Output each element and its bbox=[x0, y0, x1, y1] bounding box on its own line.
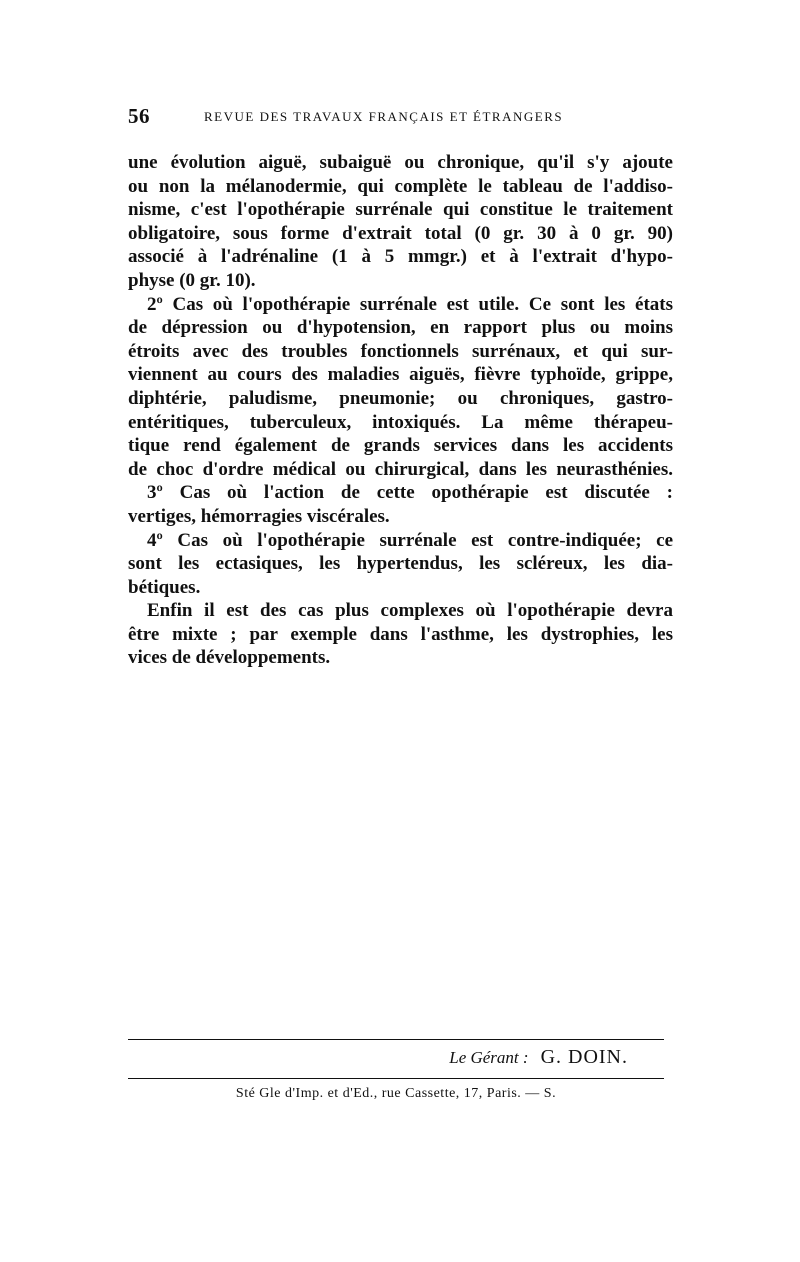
running-title: REVUE DES TRAVAUX FRANÇAIS ET ÉTRANGERS bbox=[204, 109, 564, 124]
text-line: être mixte ; par exemple dans l'asthme, les dystrophies, les bbox=[128, 623, 673, 645]
signature-role: Le Gérant : bbox=[449, 1048, 529, 1067]
printer-imprint: Sté Gle d'Imp. et d'Ed., rue Cassette, 17, Paris. — S. bbox=[235, 1086, 557, 1101]
text-line: nisme, c'est l'opothérapie surrénale qui constitue le traitement bbox=[128, 199, 673, 221]
text-line: ou non la mélanodermie, qui complète le tableau de l'addiso- bbox=[128, 175, 673, 197]
text-line: étroits avec des troubles fonctionnels surrénaux, et qui sur- bbox=[128, 340, 673, 362]
text-line: 4º Cas où l'opothérapie surrénale est contre-indiquée; ce bbox=[147, 529, 673, 551]
text-line: entéritiques, tuberculeux, intoxiqués. La même thérapeu- bbox=[128, 411, 673, 433]
text-line: vices de développements. bbox=[128, 647, 331, 669]
body-text bbox=[128, 151, 673, 670]
footer-rule-top bbox=[128, 1039, 664, 1040]
text-line: de dépression ou d'hypotension, en rapport plus ou moins bbox=[128, 317, 673, 339]
text-line: Enfin il est des cas plus complexes où l'opothérapie devra bbox=[147, 600, 673, 622]
text-line: 2º Cas où l'opothérapie surrénale est utile. Ce sont les états bbox=[147, 293, 673, 315]
signature-line bbox=[128, 1046, 664, 1072]
signature-name: G. DOIN. bbox=[540, 1046, 628, 1068]
text-line: une évolution aiguë, subaiguë ou chronique, qu'il s'y ajoute bbox=[128, 152, 673, 173]
text-line: physe (0 gr. 10). bbox=[128, 269, 256, 291]
text-line: viennent au cours des maladies aiguës, fièvre typhoïde, grippe, bbox=[128, 364, 673, 386]
footer-rule-bottom bbox=[128, 1078, 664, 1079]
page-number: 56 bbox=[128, 104, 150, 128]
text-line: 3º Cas où l'action de cette opothérapie est discutée : bbox=[147, 482, 673, 504]
text-line: tique rend également de grands services dans les accidents bbox=[128, 435, 673, 457]
text-line: vertiges, hémorragies viscérales. bbox=[128, 505, 390, 527]
text-line: obligatoire, sous forme d'extrait total (0 gr. 30 à 0 gr. 90) bbox=[128, 222, 673, 244]
text-line: diphtérie, paludisme, pneumonie; ou chroniques, gastro- bbox=[128, 387, 673, 409]
text-line: de choc d'ordre médical ou chirurgical, dans les neurasthénies. bbox=[128, 458, 673, 480]
text-line: bétiques. bbox=[128, 576, 201, 598]
page-header bbox=[128, 104, 672, 132]
text-line: sont les ectasiques, les hypertendus, les scléreux, les dia- bbox=[128, 553, 673, 575]
text-line: associé à l'adrénaline (1 à 5 mmgr.) et à l'extrait d'hypo- bbox=[128, 246, 673, 268]
